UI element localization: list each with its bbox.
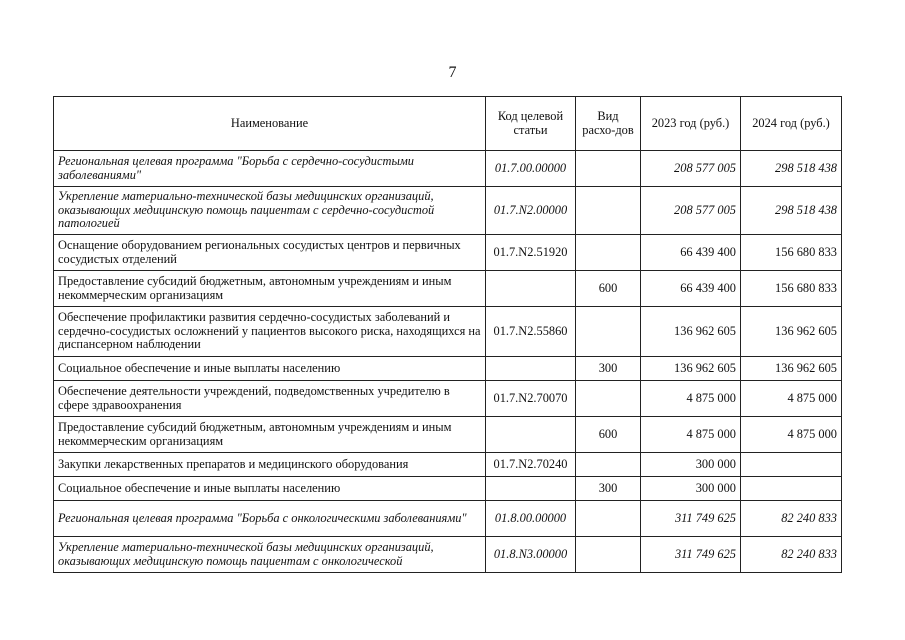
header-expense-type: Вид расхо-дов (576, 97, 641, 151)
budget-table (53, 96, 842, 573)
row-expense-type-cell: 300 (576, 477, 641, 501)
row-name-cell: Закупки лекарственных препаратов и медицинского оборудования (54, 453, 486, 477)
header-code: Код целевой статьи (486, 97, 576, 151)
table-row (54, 151, 842, 187)
table-row (54, 271, 842, 307)
row-code-cell: 01.7.N2.51920 (486, 235, 576, 271)
row-expense-type-cell: 600 (576, 417, 641, 453)
table-row (54, 417, 842, 453)
row-code-cell: 01.7.N2.70240 (486, 453, 576, 477)
row-2023-cell: 208 577 005 (641, 151, 741, 187)
row-2023-cell: 311 749 625 (641, 501, 741, 537)
row-2024-cell: 156 680 833 (741, 235, 842, 271)
table-row (54, 381, 842, 417)
row-name-cell: Социальное обеспечение и иные выплаты населению (54, 357, 486, 381)
row-expense-type-cell (576, 235, 641, 271)
row-name-cell: Региональная целевая программа "Борьба с сердечно-сосудистыми заболеваниями" (54, 151, 486, 187)
row-code-cell (486, 477, 576, 501)
row-code-cell (486, 357, 576, 381)
row-expense-type-cell (576, 151, 641, 187)
row-name-cell: Обеспечение деятельности учреждений, подведомственных учредителю в сфере здравоохранения (54, 381, 486, 417)
table-body (54, 151, 842, 573)
row-2023-cell: 300 000 (641, 477, 741, 501)
row-2024-cell: 136 962 605 (741, 307, 842, 357)
row-name-cell: Обеспечение профилактики развития сердечно-сосудистых заболеваний и сердечно-сосудистых осложнений у пациентов высокого риска, находящихся на диспансерном наблюдении (54, 307, 486, 357)
header-2024: 2024 год (руб.) (741, 97, 842, 151)
row-2024-cell (741, 453, 842, 477)
row-2024-cell: 156 680 833 (741, 271, 842, 307)
row-2023-cell: 311 749 625 (641, 537, 741, 573)
table-row (54, 307, 842, 357)
row-2024-cell: 4 875 000 (741, 381, 842, 417)
row-name-cell: Социальное обеспечение и иные выплаты населению (54, 477, 486, 501)
row-2023-cell: 208 577 005 (641, 187, 741, 235)
row-name-cell: Оснащение оборудованием региональных сосудистых центров и первичных сосудистых отделений (54, 235, 486, 271)
row-2024-cell (741, 477, 842, 501)
row-code-cell: 01.8.N3.00000 (486, 537, 576, 573)
header-name: Наименование (54, 97, 486, 151)
row-name-cell: Укрепление материально-технической базы медицинских организаций, оказывающих медицинскую помощь пациентам с сердечно-сосудистой патологией (54, 187, 486, 235)
row-2023-cell: 4 875 000 (641, 381, 741, 417)
row-2024-cell: 82 240 833 (741, 537, 842, 573)
row-code-cell: 01.7.00.00000 (486, 151, 576, 187)
header-2023: 2023 год (руб.) (641, 97, 741, 151)
row-2024-cell: 136 962 605 (741, 357, 842, 381)
page-number: 7 (448, 64, 457, 81)
table-row (54, 537, 842, 573)
row-code-cell: 01.8.00.00000 (486, 501, 576, 537)
row-expense-type-cell: 300 (576, 357, 641, 381)
table-header-row (54, 97, 842, 151)
row-code-cell (486, 417, 576, 453)
row-2023-cell: 136 962 605 (641, 307, 741, 357)
table-row (54, 477, 842, 501)
table-row (54, 187, 842, 235)
row-2024-cell: 82 240 833 (741, 501, 842, 537)
row-2024-cell: 298 518 438 (741, 151, 842, 187)
row-2023-cell: 300 000 (641, 453, 741, 477)
row-2023-cell: 66 439 400 (641, 235, 741, 271)
table-row (54, 501, 842, 537)
row-code-cell: 01.7.N2.55860 (486, 307, 576, 357)
row-expense-type-cell (576, 381, 641, 417)
row-expense-type-cell (576, 187, 641, 235)
row-2024-cell: 4 875 000 (741, 417, 842, 453)
row-name-cell: Предоставление субсидий бюджетным, автономным учреждениям и иным некоммерческим организациям (54, 271, 486, 307)
row-code-cell (486, 271, 576, 307)
table-row (54, 357, 842, 381)
row-name-cell: Региональная целевая программа "Борьба с онкологическими заболеваниями" (54, 501, 486, 537)
row-code-cell: 01.7.N2.70070 (486, 381, 576, 417)
row-expense-type-cell (576, 453, 641, 477)
row-expense-type-cell (576, 501, 641, 537)
row-2023-cell: 136 962 605 (641, 357, 741, 381)
table-row (54, 235, 842, 271)
row-2023-cell: 4 875 000 (641, 417, 741, 453)
table-row (54, 453, 842, 477)
row-name-cell: Предоставление субсидий бюджетным, автономным учреждениям и иным некоммерческим организациям (54, 417, 486, 453)
row-expense-type-cell (576, 307, 641, 357)
row-2023-cell: 66 439 400 (641, 271, 741, 307)
row-expense-type-cell (576, 537, 641, 573)
row-2024-cell: 298 518 438 (741, 187, 842, 235)
row-code-cell: 01.7.N2.00000 (486, 187, 576, 235)
row-expense-type-cell: 600 (576, 271, 641, 307)
row-name-cell: Укрепление материально-технической базы медицинских организаций, оказывающих медицинскую помощь пациентам с онкологической (54, 537, 486, 573)
